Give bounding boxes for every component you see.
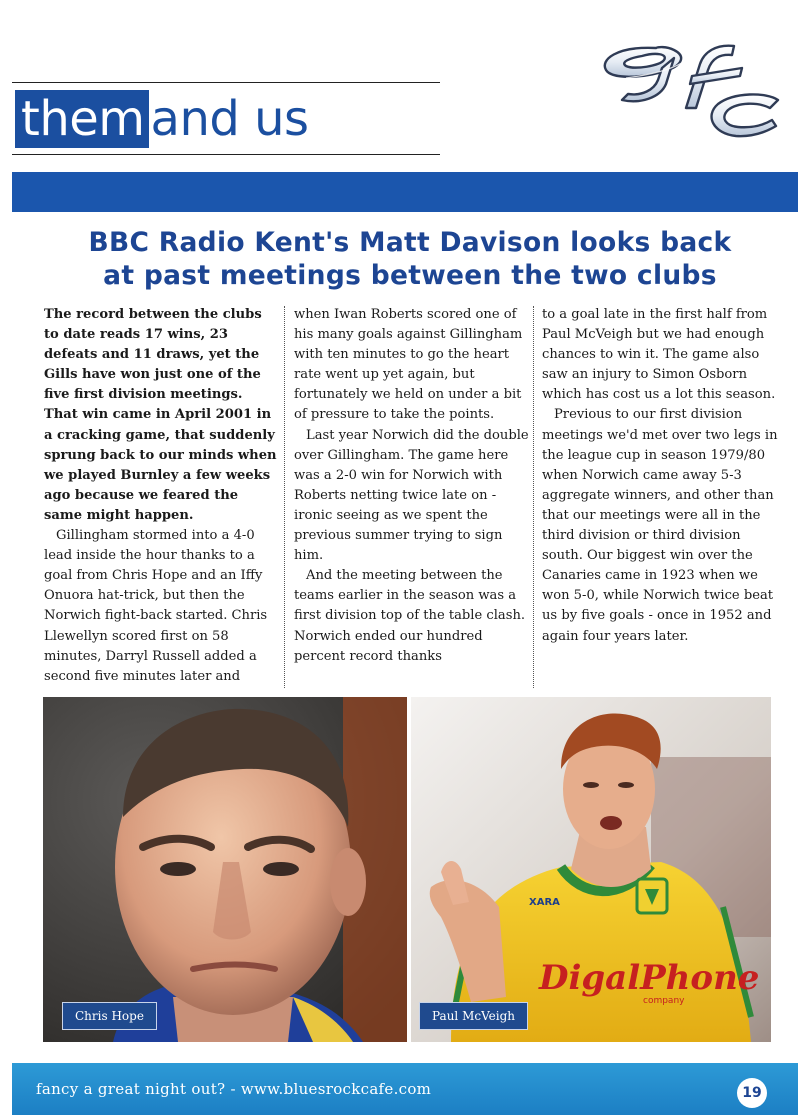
article-lead-paragraph: The record between the clubs to date reads 17 wins, 23 defeats and 11 draws, yet the Gills have won just one of the five first division meetings. That win came in April 2001 in a cracking game, that suddenly sprung back to our minds when we played Burnley a few weeks ago because we feared the same might happen. [44,307,277,523]
photo-caption: Paul McVeigh [419,1002,528,1030]
sponsor-text: DigalPhone [539,958,760,998]
section-title-highlight: them [15,90,149,148]
column-divider [533,306,534,688]
article-paragraph: to a goal late in the first half from Paul McVeigh but we had enough chances to win it. The game also saw an injury to Simon Osborn which has cost us a lot this season. [542,307,776,403]
gfc-logo [596,38,786,146]
footer-advert-text: fancy a great night out? - www.bluesrockcafe.com [36,1080,432,1098]
header-rule-bottom [12,154,440,155]
section-title [15,90,309,148]
article-headline [40,226,780,292]
kit-brand-text: XARA [529,897,560,908]
article-column-3 [542,305,778,647]
section-title-rest: and us [150,91,309,147]
column-divider [284,306,285,688]
article-paragraph: Previous to our first division meetings we'd met over two legs in the league cup in season 1979/80 when Norwich came away 5-3 aggregate winners, and other than that our meetings were all in the third division or third division south. Our biggest win over the Canaries came in 1923 when we won 5-0, while Norwich twice beat us by five goals - once in 1952 and again four years later. [542,407,778,644]
article-paragraph: when Iwan Roberts scored one of his many goals against Gillingham with ten minutes to go the heart rate went up yet again, but fortunately we held on under a bit of pressure to take the points. [294,307,523,423]
article-paragraph: And the meeting between the teams earlier in the season was a first division top of the table clash. Norwich ended our hundred percent record thanks [294,568,526,664]
photo-caption: Chris Hope [62,1002,157,1030]
photo-paul-mcveigh [411,697,771,1042]
article-column-1 [44,305,280,687]
article-column-2 [294,305,530,667]
headline-line-1: BBC Radio Kent's Matt Davison looks back [88,227,732,258]
article-paragraph: Last year Norwich did the double over Gillingham. The game here was a 2-0 win for Norwich with Roberts netting twice late on - ironic seeing as we spent the previous summer trying to sign him. [294,427,529,564]
header-rule-top [12,82,440,83]
blue-band [12,172,798,212]
page-number-badge: 19 [737,1078,767,1108]
photo-chris-hope [43,697,407,1042]
headline-line-2: at past meetings between the two clubs [103,260,717,291]
article-paragraph: Gillingham stormed into a 4-0 lead inside the hour thanks to a goal from Chris Hope and an Iffy Onuora hat-trick, but then the Norwich fight-back started. Chris Llewellyn scored first on 58 minutes, Darryl Russell added a second five minutes later and [44,528,268,684]
sponsor-sub-text: company [643,996,685,1006]
